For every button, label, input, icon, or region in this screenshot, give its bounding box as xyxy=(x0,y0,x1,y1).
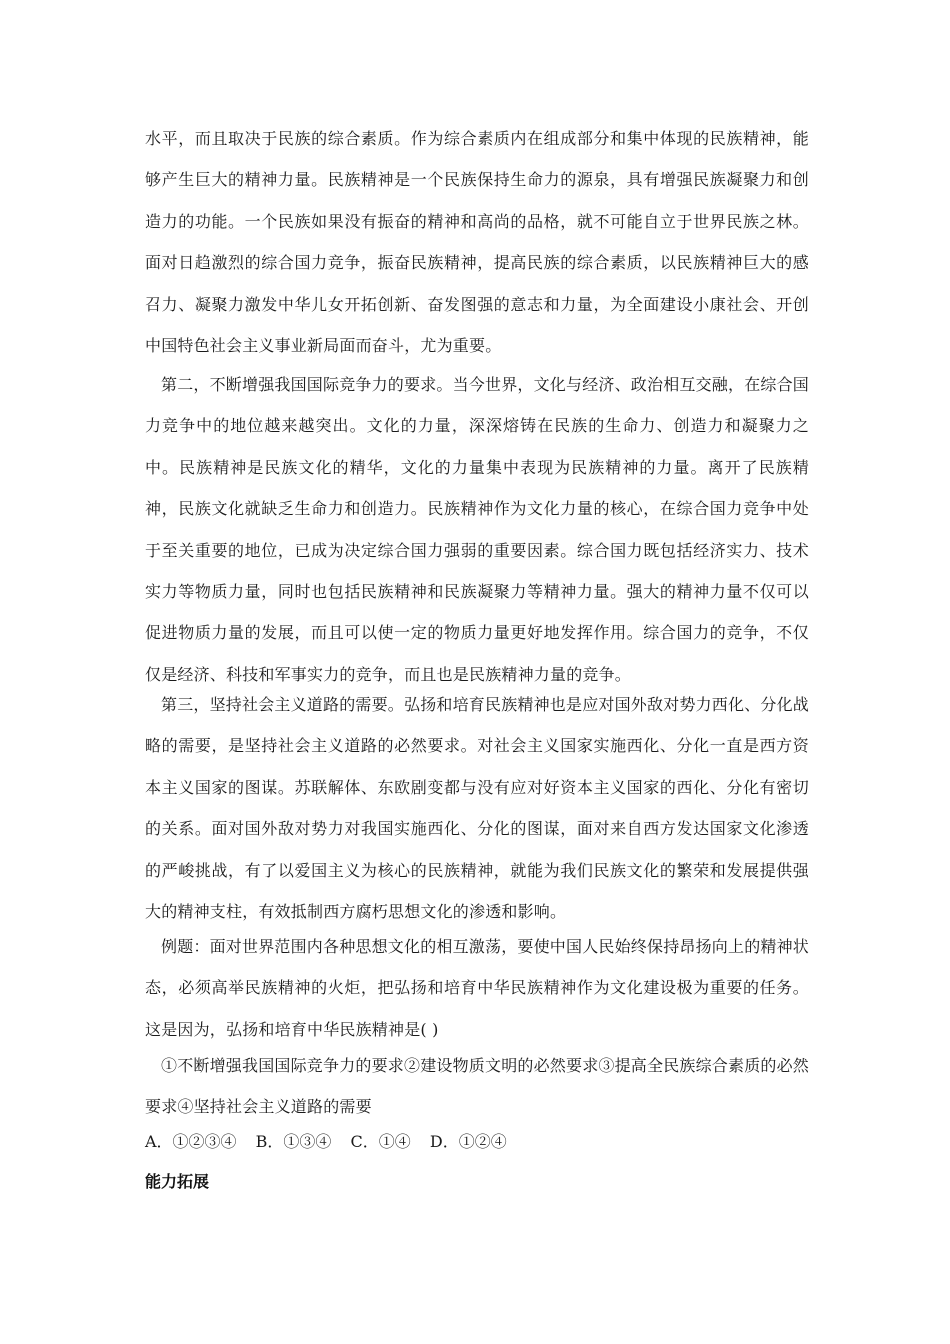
example-question-block xyxy=(145,926,809,1050)
option-d: D．①②④ xyxy=(429,1132,507,1151)
option-c: C．①④ xyxy=(350,1132,411,1151)
paragraph-third-point: 第三，坚持社会主义道路的需要。弘扬和培育民族精神也是应对国外敌对势力西化、分化战略的需要，是坚持社会主义道路的必然要求。对社会主义国家实施西化、分化一直是西方资本主义国家的图谋。苏联解体、东欧剧变都与没有应对好资本主义国家的西化、分化有密切的关系。面对国外敌对势力对我国实施西化、分化的图谋，面对来自西方发达国家文化渗透的严峻挑战，有了以爱国主义为核心的民族精神，就能为我们民族文化的繁荣和发展提供强大的精神支柱，有效抵制西方腐朽思想文化的渗透和影响。 xyxy=(145,695,810,922)
paragraph-second-point-block xyxy=(145,364,809,695)
statement-list-block xyxy=(145,1045,809,1128)
section-heading: 能力拓展 xyxy=(145,1172,210,1191)
answer-options xyxy=(145,1129,809,1152)
paragraph-national-spirit-intro: 水平，而且取决于民族的综合素质。作为综合素质内在组成部分和集中体现的民族精神，能够产生巨大的精神力量。民族精神是一个民族保持生命力的源泉，具有增强民族凝聚力和创造力的功能。一个民族如果没有振奋的精神和高尚的品格，就不可能自立于世界民族之林。面对日趋激烈的综合国力竞争，振奋民族精神，提高民族的综合素质，以民族精神巨大的感召力、凝聚力激发中华儿女开拓创新、奋发图强的意志和力量，为全面建设小康社会、开创中国特色社会主义事业新局面而奋斗，尤为重要。 xyxy=(145,129,809,356)
statement-list: ①不断增强我国国际竞争力的要求②建设物质文明的必然要求③提高全民族综合素质的必然要求④坚持社会主义道路的需要 xyxy=(145,1056,810,1117)
paragraph-continued xyxy=(145,118,809,366)
option-a: A．①②③④ xyxy=(145,1132,237,1151)
example-question: 例题：面对世界范围内各种思想文化的相互激荡，要使中国人民始终保持昂扬向上的精神状态，必须高举民族精神的火炬，把弘扬和培育中华民族精神作为文化建设极为重要的任务。这是因为，弘扬和培育中华民族精神是( ) xyxy=(145,937,810,1039)
option-b: B．①③④ xyxy=(255,1132,332,1151)
paragraph-second-point: 第二，不断增强我国国际竞争力的要求。当今世界，文化与经济、政治相互交融，在综合国力竞争中的地位越来越突出。文化的力量，深深熔铸在民族的生命力、创造力和凝聚力之中。民族精神是民族文化的精华，文化的力量集中表现为民族精神的力量。离开了民族精神，民族文化就缺乏生命力和创造力。民族精神作为文化力量的核心，在综合国力竞争中处于至关重要的地位，已成为决定综合国力强弱的重要因素。综合国力既包括经济实力、技术实力等物质力量，同时也包括民族精神和民族凝聚力等精神力量。强大的精神力量不仅可以促进物质力量的发展，而且可以使一定的物质力量更好地发挥作用。综合国力的竞争，不仅仅是经济、科技和军事实力的竞争，而且也是民族精神力量的竞争。 xyxy=(145,375,810,684)
paragraph-third-point-block xyxy=(145,684,809,932)
